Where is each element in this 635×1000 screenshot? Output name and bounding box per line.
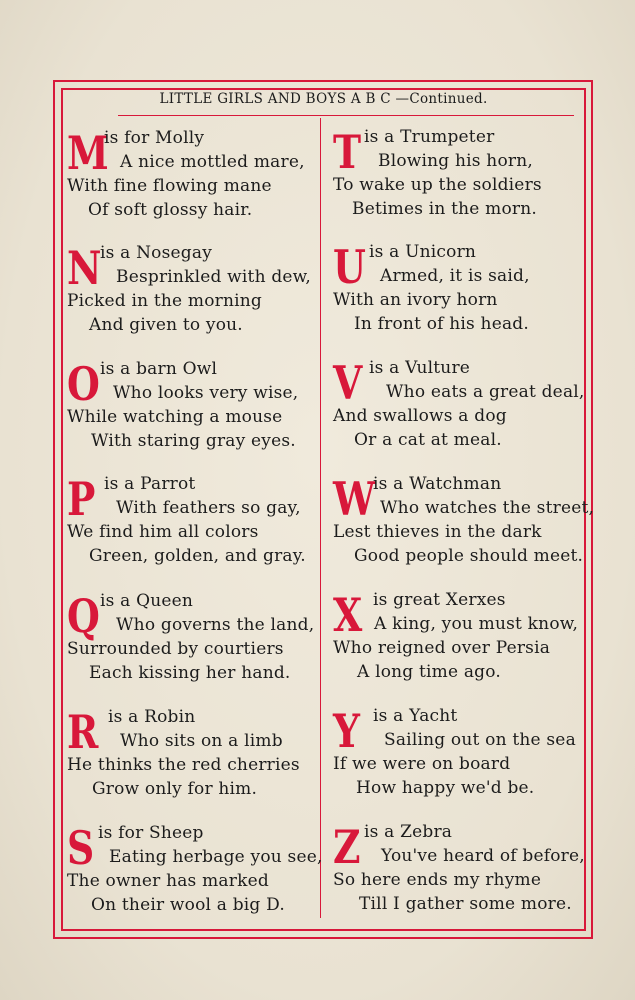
stanza-x: [333, 590, 588, 690]
initial-letter: N: [67, 241, 102, 295]
stanza-line: Besprinkled with dew,: [116, 267, 312, 287]
stanza-line: Till I gather some more.: [359, 894, 572, 914]
stanza-line: Lest thieves in the dark: [333, 522, 542, 542]
initial-letter: V: [333, 356, 363, 410]
stanza-w: [333, 472, 595, 574]
initial-letter: T: [333, 125, 362, 179]
stanza-line: Of soft glossy hair.: [88, 200, 253, 220]
stanza-line: With an ivory horn: [333, 290, 498, 310]
header-title: LITTLE GIRLS AND BOYS A B C: [159, 91, 391, 107]
page-header: [61, 88, 586, 110]
stanza-line: Who looks very wise,: [113, 383, 299, 403]
stanza-line: On their wool a big D.: [91, 895, 285, 915]
stanza-z: [333, 822, 588, 922]
stanza-line: is a Queen: [100, 591, 194, 611]
stanza-line: is a Unicorn: [369, 242, 477, 262]
stanza-line: With staring gray eyes.: [91, 431, 296, 451]
stanza-line: is for Molly: [104, 128, 205, 148]
stanza-line: is for Sheep: [98, 823, 204, 843]
stanza-line: is a Vulture: [369, 358, 471, 378]
header-rule: [118, 115, 574, 116]
stanza-r: [67, 707, 322, 807]
stanza-line: Who governs the land,: [116, 615, 315, 635]
stanza-o: [67, 359, 322, 459]
stanza-line: How happy we'd be.: [356, 778, 535, 798]
initial-letter: Q: [67, 589, 100, 643]
stanza-line: is a Trumpeter: [364, 127, 495, 147]
initial-letter: M: [67, 126, 109, 180]
stanza-line: We find him all colors: [67, 522, 259, 542]
initial-letter: P: [67, 472, 96, 526]
initial-letter: W: [333, 472, 376, 526]
stanza-line: And swallows a dog: [333, 406, 507, 426]
stanza-line: Who sits on a limb: [120, 731, 283, 751]
initial-letter: R: [67, 705, 99, 759]
stanza-line: Good people should meet.: [354, 546, 584, 566]
stanza-line: Sailing out on the sea: [384, 730, 576, 750]
initial-letter: Z: [333, 820, 361, 874]
stanza-line: Armed, it is said,: [380, 266, 530, 286]
stanza-line: He thinks the red cherries: [67, 755, 300, 775]
stanza-line: Each kissing her hand.: [89, 663, 291, 683]
stanza-line: Picked in the morning: [67, 291, 262, 311]
stanza-line: A long time ago.: [357, 662, 501, 682]
stanza-line: Betimes in the morn.: [352, 199, 537, 219]
stanza-line: Who watches the street,: [380, 498, 595, 518]
stanza-line: You've heard of before,: [381, 846, 585, 866]
stanza-v: [333, 358, 588, 458]
stanza-line: And given to you.: [89, 315, 243, 335]
stanza-line: If we were on board: [333, 754, 511, 774]
stanza-u: [333, 242, 588, 342]
stanza-line: A king, you must know,: [374, 614, 579, 634]
stanza-line: With feathers so gay,: [116, 498, 301, 518]
stanza-line: Who reigned over Persia: [333, 638, 551, 658]
stanza-t: [333, 127, 588, 227]
stanza-line: The owner has marked: [67, 871, 269, 891]
stanza-line: is a Robin: [108, 707, 196, 727]
initial-letter: S: [67, 821, 95, 875]
stanza-line: is a Parrot: [104, 474, 196, 494]
stanza-line: is great Xerxes: [373, 590, 506, 610]
stanza-line: is a Watchman: [373, 474, 502, 494]
stanza-line: Or a cat at meal.: [354, 430, 502, 450]
stanza-line: is a Zebra: [364, 822, 453, 842]
stanza-s: [67, 823, 322, 923]
stanza-line: is a barn Owl: [100, 359, 218, 379]
stanza-p: [67, 474, 322, 574]
initial-letter: O: [67, 357, 100, 411]
stanza-q: [67, 591, 322, 691]
initial-letter: U: [333, 240, 366, 294]
stanza-line: So here ends my rhyme: [333, 870, 542, 890]
stanza-line: Eating herbage you see,: [109, 847, 323, 867]
stanza-m: [67, 128, 322, 228]
header-suffix: —Continued.: [390, 91, 488, 107]
stanza-line: Grow only for him.: [92, 779, 258, 799]
stanza-line: In front of his head.: [354, 314, 529, 334]
stanza-line: Surrounded by courtiers: [67, 639, 284, 659]
stanza-line: Green, golden, and gray.: [89, 546, 306, 566]
stanza-line: is a Yacht: [373, 706, 458, 726]
stanza-line: While watching a mouse: [67, 407, 283, 427]
stanza-n: [67, 243, 322, 343]
initial-letter: X: [333, 588, 363, 642]
stanza-line: With fine flowing mane: [67, 176, 272, 196]
stanza-y: [333, 706, 588, 806]
stanza-line: Who eats a great deal,: [386, 382, 585, 402]
stanza-line: To wake up the soldiers: [333, 175, 542, 195]
stanza-line: is a Nosegay: [100, 243, 213, 263]
stanza-line: Blowing his horn,: [378, 151, 533, 171]
initial-letter: Y: [333, 704, 360, 758]
stanza-line: A nice mottled mare,: [120, 152, 305, 172]
